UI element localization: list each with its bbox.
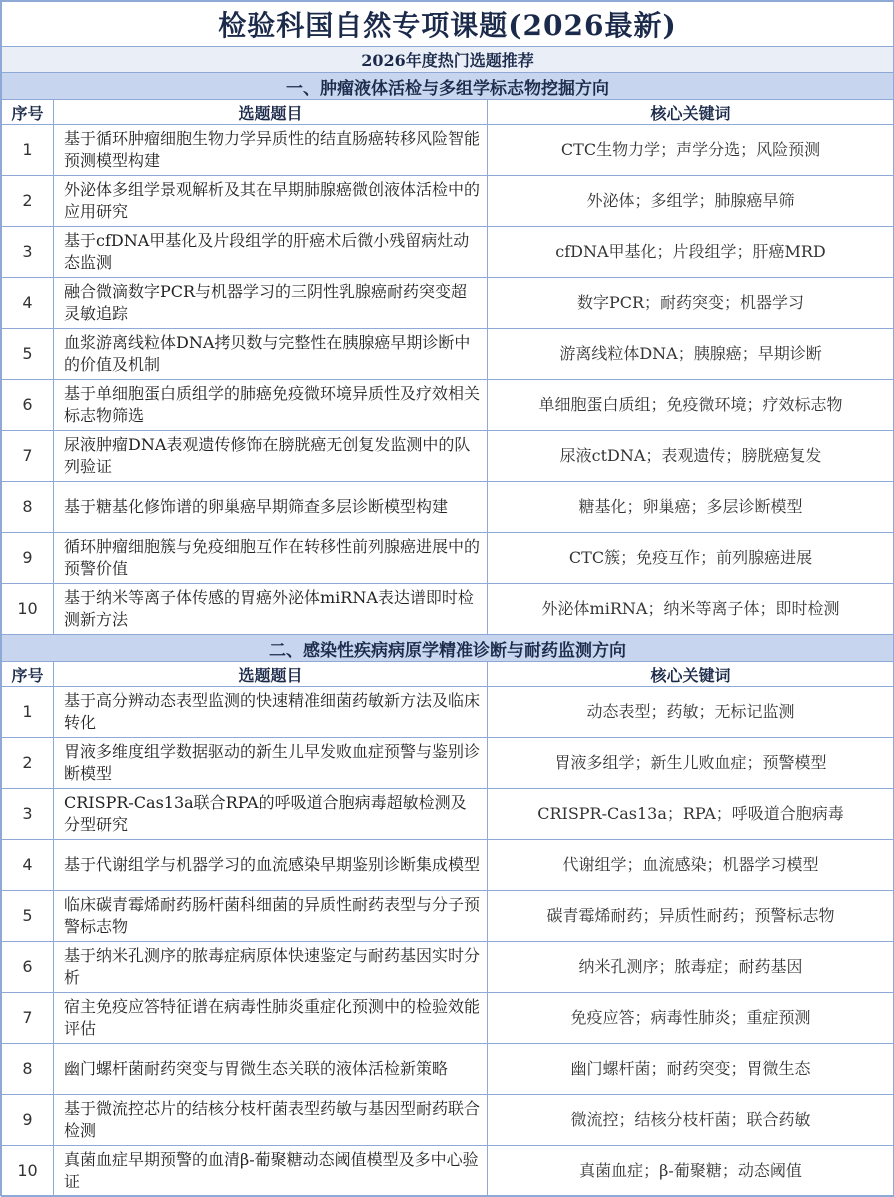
row-number: 10 bbox=[2, 584, 54, 635]
row-topic: 融合微滴数字PCR与机器学习的三阴性乳腺癌耐药突变超灵敏追踪 bbox=[54, 278, 488, 329]
row-keywords: 微流控；结核分枝杆菌；联合药敏 bbox=[488, 1095, 894, 1146]
page-subtitle: 2026年度热门选题推荐 bbox=[2, 47, 894, 73]
row-number: 9 bbox=[2, 1095, 54, 1146]
row-topic: 循环肿瘤细胞簇与免疫细胞互作在转移性前列腺癌进展中的预警价值 bbox=[54, 533, 488, 584]
row-topic: 幽门螺杆菌耐药突变与胃微生态关联的液体活检新策略 bbox=[54, 1044, 488, 1095]
row-keywords: CTC生物力学；声学分选；风险预测 bbox=[488, 125, 894, 176]
column-header-topic: 选题题目 bbox=[54, 662, 488, 687]
row-topic: 临床碳青霉烯耐药肠杆菌科细菌的异质性耐药表型与分子预警标志物 bbox=[54, 891, 488, 942]
row-topic: 宿主免疫应答特征谱在病毒性肺炎重症化预测中的检验效能评估 bbox=[54, 993, 488, 1044]
table-row bbox=[2, 942, 894, 993]
row-keywords: cfDNA甲基化；片段组学；肝癌MRD bbox=[488, 227, 894, 278]
row-keywords: CRISPR-Cas13a；RPA；呼吸道合胞病毒 bbox=[488, 789, 894, 840]
row-topic: 胃液多维度组学数据驱动的新生儿早发败血症预警与鉴别诊断模型 bbox=[54, 738, 488, 789]
row-number: 9 bbox=[2, 533, 54, 584]
row-keywords: 幽门螺杆菌；耐药突变；胃微生态 bbox=[488, 1044, 894, 1095]
table-row bbox=[2, 789, 894, 840]
row-topic: 基于循环肿瘤细胞生物力学异质性的结直肠癌转移风险智能预测模型构建 bbox=[54, 125, 488, 176]
row-keywords: 碳青霉烯耐药；异质性耐药；预警标志物 bbox=[488, 891, 894, 942]
row-topic: 基于代谢组学与机器学习的血流感染早期鉴别诊断集成模型 bbox=[54, 840, 488, 891]
column-header-keywords: 核心关键词 bbox=[488, 100, 894, 125]
section-heading: 二、感染性疾病病原学精准诊断与耐药监测方向 bbox=[2, 635, 894, 662]
row-number: 6 bbox=[2, 942, 54, 993]
row-number: 7 bbox=[2, 993, 54, 1044]
table-row bbox=[2, 482, 894, 533]
table-row bbox=[2, 380, 894, 431]
column-header-no: 序号 bbox=[2, 662, 54, 687]
row-keywords: 单细胞蛋白质组；免疫微环境；疗效标志物 bbox=[488, 380, 894, 431]
row-number: 7 bbox=[2, 431, 54, 482]
row-number: 2 bbox=[2, 738, 54, 789]
row-number: 1 bbox=[2, 687, 54, 738]
row-topic: 基于单细胞蛋白质组学的肺癌免疫微环境异质性及疗效相关标志物筛选 bbox=[54, 380, 488, 431]
row-topic: 基于微流控芯片的结核分枝杆菌表型药敏与基因型耐药联合检测 bbox=[54, 1095, 488, 1146]
column-header-keywords: 核心关键词 bbox=[488, 662, 894, 687]
row-number: 4 bbox=[2, 840, 54, 891]
table-body bbox=[2, 2, 894, 1197]
row-keywords: 外泌体miRNA；纳米等离子体；即时检测 bbox=[488, 584, 894, 635]
row-number: 1 bbox=[2, 125, 54, 176]
row-keywords: 游离线粒体DNA；胰腺癌；早期诊断 bbox=[488, 329, 894, 380]
row-topic: 基于纳米孔测序的脓毒症病原体快速鉴定与耐药基因实时分析 bbox=[54, 942, 488, 993]
row-number: 3 bbox=[2, 227, 54, 278]
row-keywords: 外泌体；多组学；肺腺癌早筛 bbox=[488, 176, 894, 227]
row-keywords: 数字PCR；耐药突变；机器学习 bbox=[488, 278, 894, 329]
row-number: 5 bbox=[2, 891, 54, 942]
row-keywords: 免疫应答；病毒性肺炎；重症预测 bbox=[488, 993, 894, 1044]
table-row bbox=[2, 533, 894, 584]
table-row bbox=[2, 584, 894, 635]
row-keywords: 尿液ctDNA；表观遗传；膀胱癌复发 bbox=[488, 431, 894, 482]
row-keywords: 真菌血症；β-葡聚糖；动态阈值 bbox=[488, 1146, 894, 1197]
table-row bbox=[2, 738, 894, 789]
row-number: 2 bbox=[2, 176, 54, 227]
row-keywords: 动态表型；药敏；无标记监测 bbox=[488, 687, 894, 738]
table-row bbox=[2, 227, 894, 278]
column-header-topic: 选题题目 bbox=[54, 100, 488, 125]
row-topic: 基于高分辨动态表型监测的快速精准细菌药敏新方法及临床转化 bbox=[54, 687, 488, 738]
row-keywords: 胃液多组学；新生儿败血症；预警模型 bbox=[488, 738, 894, 789]
section-heading: 一、肿瘤液体活检与多组学标志物挖掘方向 bbox=[2, 73, 894, 100]
table-row bbox=[2, 1044, 894, 1095]
row-topic: CRISPR-Cas13a联合RPA的呼吸道合胞病毒超敏检测及分型研究 bbox=[54, 789, 488, 840]
row-number: 8 bbox=[2, 1044, 54, 1095]
table-row bbox=[2, 278, 894, 329]
row-topic: 基于纳米等离子体传感的胃癌外泌体miRNA表达谱即时检测新方法 bbox=[54, 584, 488, 635]
topic-table bbox=[1, 1, 894, 1197]
table-row bbox=[2, 1095, 894, 1146]
row-number: 10 bbox=[2, 1146, 54, 1197]
row-keywords: 代谢组学；血流感染；机器学习模型 bbox=[488, 840, 894, 891]
row-topic: 外泌体多组学景观解析及其在早期肺腺癌微创液体活检中的应用研究 bbox=[54, 176, 488, 227]
table-row bbox=[2, 891, 894, 942]
row-topic: 尿液肿瘤DNA表观遗传修饰在膀胱癌无创复发监测中的队列验证 bbox=[54, 431, 488, 482]
row-keywords: 糖基化；卵巢癌；多层诊断模型 bbox=[488, 482, 894, 533]
row-number: 6 bbox=[2, 380, 54, 431]
page-title: 检验科国自然专项课题(2026最新) bbox=[2, 2, 894, 47]
table-row bbox=[2, 176, 894, 227]
table-row bbox=[2, 840, 894, 891]
table-row bbox=[2, 431, 894, 482]
row-number: 4 bbox=[2, 278, 54, 329]
row-number: 8 bbox=[2, 482, 54, 533]
row-number: 5 bbox=[2, 329, 54, 380]
row-number: 3 bbox=[2, 789, 54, 840]
row-topic: 基于糖基化修饰谱的卵巢癌早期筛查多层诊断模型构建 bbox=[54, 482, 488, 533]
table-row bbox=[2, 329, 894, 380]
row-topic: 基于cfDNA甲基化及片段组学的肝癌术后微小残留病灶动态监测 bbox=[54, 227, 488, 278]
table-row bbox=[2, 1146, 894, 1197]
table-row bbox=[2, 993, 894, 1044]
row-keywords: 纳米孔测序；脓毒症；耐药基因 bbox=[488, 942, 894, 993]
table-row bbox=[2, 125, 894, 176]
row-keywords: CTC簇；免疫互作；前列腺癌进展 bbox=[488, 533, 894, 584]
row-topic: 真菌血症早期预警的血清β-葡聚糖动态阈值模型及多中心验证 bbox=[54, 1146, 488, 1197]
table-row bbox=[2, 687, 894, 738]
column-header-no: 序号 bbox=[2, 100, 54, 125]
row-topic: 血浆游离线粒体DNA拷贝数与完整性在胰腺癌早期诊断中的价值及机制 bbox=[54, 329, 488, 380]
